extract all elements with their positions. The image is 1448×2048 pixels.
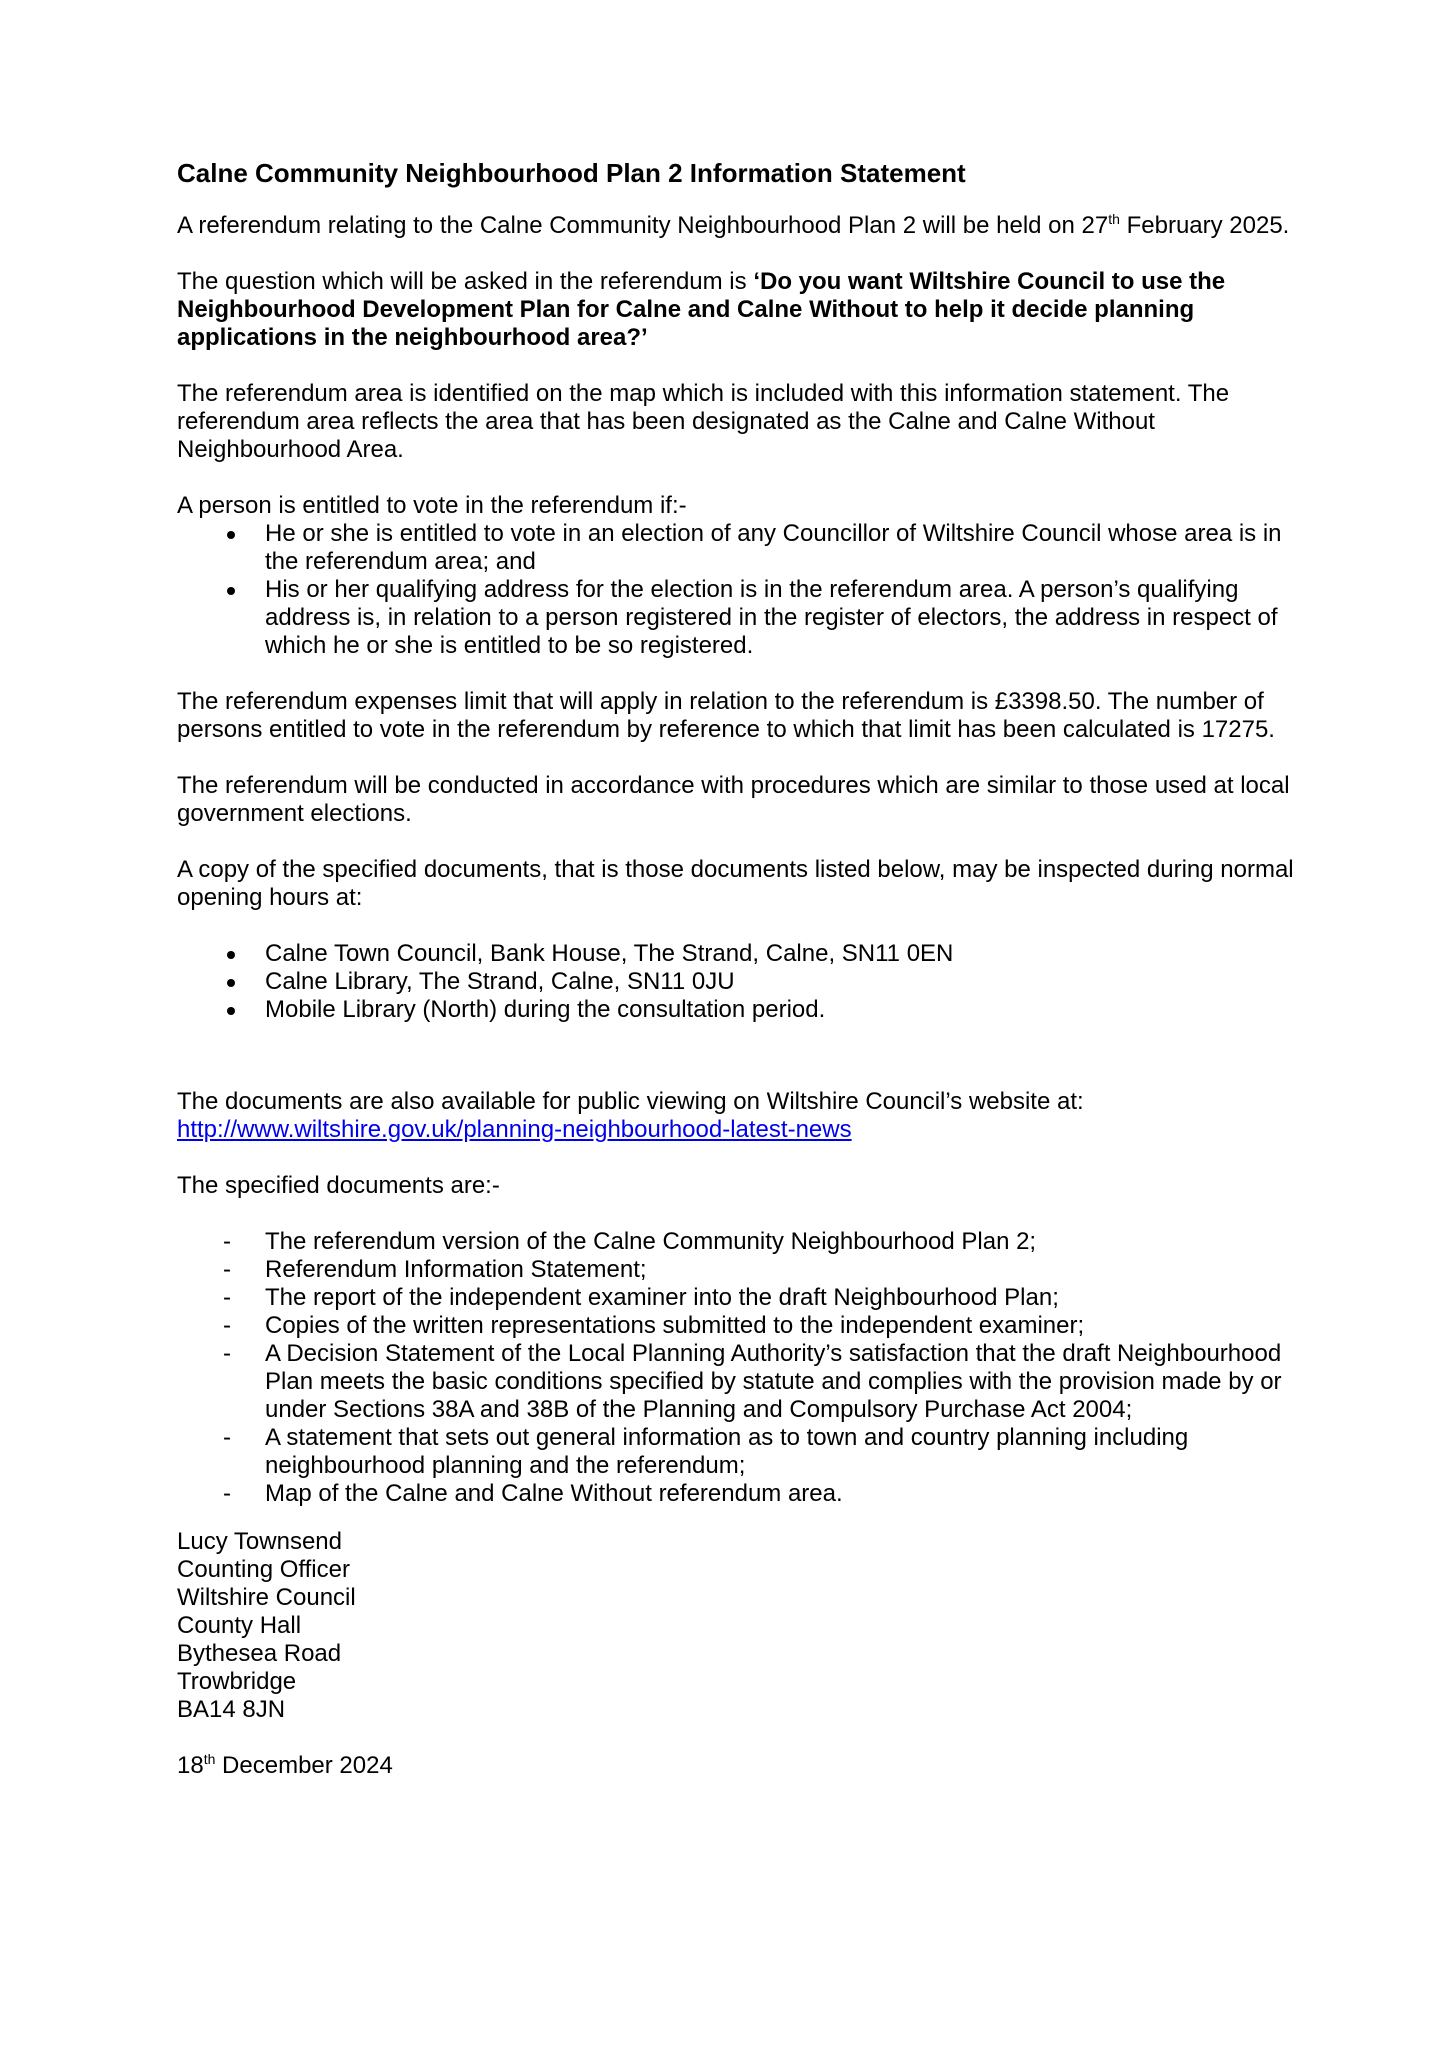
document-item: - The referendum version of the Calne Community Neighbourhood Plan 2;	[177, 1228, 1297, 1256]
referendum-question: ‘Do you want Wiltshire Council to use the Neighbourhood Development Plan for Calne and Calne Without to help it decide planning applications in the neighbourhood area?’	[177, 268, 1226, 351]
eligibility-list	[177, 520, 1297, 660]
document-item: - Copies of the written representations submitted to the independent examiner;	[177, 1312, 1297, 1340]
signatory-role: Counting Officer	[177, 1556, 350, 1583]
referendum-question-paragraph: The question which will be asked in the referendum is ‘Do you want Wiltshire Council to use the Neighbourhood Development Plan for Calne and Calne Without to help it decide planning applications in the neighbourhood area?’	[177, 268, 1226, 351]
document-item: - The report of the independent examiner into the draft Neighbourhood Plan;	[177, 1284, 1297, 1312]
expenses-limit-paragraph: The referendum expenses limit that will apply in relation to the referendum is £3398.50. The number of persons entitled to vote in the referendum by reference to which that limit has been calculated is 17275.	[177, 688, 1275, 743]
eligibility-section	[177, 492, 1297, 660]
website-paragraph: The documents are also available for public viewing on Wiltshire Council’s website at: http://www.wiltshire.gov.uk/planning-neighbourhood-latest-news	[177, 1088, 1084, 1143]
signatory-name: Lucy Townsend	[177, 1528, 342, 1555]
document-item: - Map of the Calne and Calne Without referendum area.	[177, 1480, 1297, 1508]
signatory-block	[177, 1528, 1297, 1724]
referendum-date-paragraph: A referendum relating to the Calne Community Neighbourhood Plan 2 will be held on 27th February 2025.	[177, 211, 1290, 239]
location-item: Calne Town Council, Bank House, The Strand, Calne, SN11 0EN	[177, 940, 1297, 968]
inspection-paragraph: A copy of the specified documents, that is those documents listed below, may be inspected during normal opening hours at:	[177, 856, 1294, 911]
document-title: Calne Community Neighbourhood Plan 2 Information Statement	[177, 158, 966, 188]
referendum-area-paragraph: The referendum area is identified on the map which is included with this information statement. The referendum area reflects the area that has been designated as the Calne and Calne Without Neighbourhood Area.	[177, 380, 1230, 463]
eligibility-item: He or she is entitled to vote in an election of any Councillor of Wiltshire Council whose area is in the referendum area; and	[177, 520, 1297, 576]
address-postcode: BA14 8JN	[177, 1696, 286, 1723]
eligibility-item: His or her qualifying address for the election is in the referendum area. A person’s qualifying address is, in relation to a person registered in the register of electors, the address in respect of which he or she is entitled to be so registered.	[177, 576, 1297, 660]
specified-documents-list	[177, 1228, 1297, 1508]
eligibility-intro: A person is entitled to vote in the referendum if:-	[177, 492, 687, 519]
document-item: - A statement that sets out general information as to town and country planning including neighbourhood planning and the referendum;	[177, 1424, 1297, 1480]
signatory-organisation: Wiltshire Council	[177, 1584, 356, 1611]
document-item: - Referendum Information Statement;	[177, 1256, 1297, 1284]
procedures-paragraph: The referendum will be conducted in accordance with procedures which are similar to those used at local government elections.	[177, 772, 1290, 827]
address-town: Trowbridge	[177, 1668, 297, 1695]
website-link[interactable]: http://www.wiltshire.gov.uk/planning-neighbourhood-latest-news	[177, 1116, 852, 1143]
specified-documents-intro: The specified documents are:-	[177, 1172, 500, 1199]
document-item: - A Decision Statement of the Local Planning Authority’s satisfaction that the draft Neighbourhood Plan meets the basic conditions specified by statute and complies with the provision made by or under Sections 38A and 38B of the Planning and Compulsory Purchase Act 2004;	[177, 1340, 1297, 1424]
address-line: County Hall	[177, 1612, 302, 1639]
address-line: Bythesea Road	[177, 1640, 342, 1667]
location-item: Calne Library, The Strand, Calne, SN11 0JU	[177, 968, 1297, 996]
location-item: Mobile Library (North) during the consultation period.	[177, 996, 1297, 1024]
inspection-locations-list	[177, 940, 1297, 1024]
document-body	[177, 157, 1297, 1780]
statement-date: 18th December 2024	[177, 1751, 393, 1779]
